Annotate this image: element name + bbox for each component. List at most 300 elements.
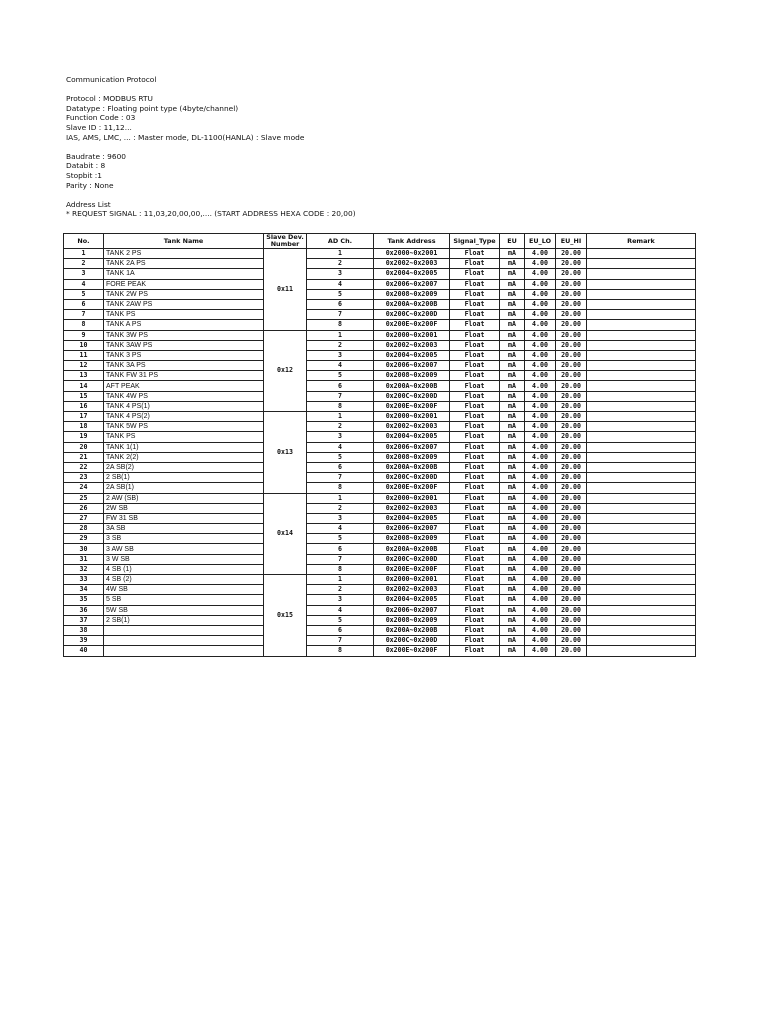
row-no: 5	[64, 289, 104, 299]
row-no: 23	[64, 473, 104, 483]
signal-type: Float	[450, 625, 500, 635]
tank-name: 3 AW SB	[104, 544, 264, 554]
row-no: 30	[64, 544, 104, 554]
eu-hi: 20.00	[556, 615, 587, 625]
table-row	[64, 493, 696, 503]
databit-line: Databit : 8	[66, 161, 106, 171]
eu-lo: 4.00	[525, 412, 556, 422]
table-row	[64, 513, 696, 523]
eu-lo: 4.00	[525, 330, 556, 340]
tank-address: 0x2002~0x2003	[374, 259, 450, 269]
eu-hi: 20.00	[556, 636, 587, 646]
tank-name: TANK PS	[104, 310, 264, 320]
eu-hi: 20.00	[556, 462, 587, 472]
signal-type: Float	[450, 249, 500, 259]
table-row	[64, 299, 696, 309]
eu-hi: 20.00	[556, 534, 587, 544]
tank-address: 0x2004~0x2005	[374, 350, 450, 360]
modes-line: IAS, AMS, LMC, ... : Master mode, DL-1100(HANLA) : Slave mode	[66, 132, 305, 142]
remark	[587, 269, 696, 279]
signal-type: Float	[450, 636, 500, 646]
eu-hi: 20.00	[556, 554, 587, 564]
row-no: 31	[64, 554, 104, 564]
eu-lo: 4.00	[525, 605, 556, 615]
eu-lo: 4.00	[525, 310, 556, 320]
eu-hi: 20.00	[556, 401, 587, 411]
remark	[587, 412, 696, 422]
signal-type: Float	[450, 422, 500, 432]
remark	[587, 534, 696, 544]
signal-type: Float	[450, 330, 500, 340]
eu-hi: 20.00	[556, 605, 587, 615]
tank-address: 0x2004~0x2005	[374, 595, 450, 605]
remark	[587, 361, 696, 371]
table-row	[64, 381, 696, 391]
tank-address: 0x200E~0x200F	[374, 646, 450, 656]
col-header-ad-ch: AD Ch.	[307, 234, 374, 249]
eu-unit: mA	[500, 473, 525, 483]
tank-name: TANK 2 PS	[104, 249, 264, 259]
ad-channel: 3	[307, 432, 374, 442]
tank-name: 2A SB(1)	[104, 483, 264, 493]
table-row	[64, 412, 696, 422]
ad-channel: 2	[307, 422, 374, 432]
table-row	[64, 320, 696, 330]
table-row	[64, 269, 696, 279]
ad-channel: 3	[307, 513, 374, 523]
tank-name: FORE PEAK	[104, 279, 264, 289]
tank-name: TANK 2A PS	[104, 259, 264, 269]
tank-address: 0x200A~0x200B	[374, 625, 450, 635]
tank-name: 5 SB	[104, 595, 264, 605]
remark	[587, 625, 696, 635]
ad-channel: 6	[307, 381, 374, 391]
eu-hi: 20.00	[556, 361, 587, 371]
remark	[587, 585, 696, 595]
eu-lo: 4.00	[525, 249, 556, 259]
row-no: 36	[64, 605, 104, 615]
signal-type: Float	[450, 299, 500, 309]
ad-channel: 8	[307, 401, 374, 411]
signal-type: Float	[450, 575, 500, 585]
remark	[587, 330, 696, 340]
eu-hi: 20.00	[556, 483, 587, 493]
tank-address: 0x2004~0x2005	[374, 432, 450, 442]
row-no: 28	[64, 524, 104, 534]
protocol-line: Protocol : MODBUS RTU	[66, 94, 153, 104]
slave-dev-number: 0x15	[264, 575, 307, 657]
table-row	[64, 483, 696, 493]
remark	[587, 575, 696, 585]
eu-hi: 20.00	[556, 524, 587, 534]
table-row	[64, 564, 696, 574]
row-no: 15	[64, 391, 104, 401]
row-no: 40	[64, 646, 104, 656]
tank-address: 0x2004~0x2005	[374, 269, 450, 279]
tank-name: 2W SB	[104, 503, 264, 513]
signal-type: Float	[450, 340, 500, 350]
row-no: 34	[64, 585, 104, 595]
signal-type: Float	[450, 432, 500, 442]
eu-lo: 4.00	[525, 462, 556, 472]
row-no: 25	[64, 493, 104, 503]
remark	[587, 636, 696, 646]
remark	[587, 605, 696, 615]
remark	[587, 381, 696, 391]
ad-channel: 1	[307, 249, 374, 259]
ad-channel: 7	[307, 636, 374, 646]
signal-type: Float	[450, 442, 500, 452]
signal-type: Float	[450, 361, 500, 371]
col-header-eu-hi: EU_HI	[556, 234, 587, 249]
signal-type: Float	[450, 381, 500, 391]
row-no: 3	[64, 269, 104, 279]
address-table	[63, 233, 696, 657]
eu-unit: mA	[500, 585, 525, 595]
tank-address: 0x200C~0x200D	[374, 473, 450, 483]
remark	[587, 554, 696, 564]
table-header-row	[64, 234, 696, 249]
tank-address: 0x2002~0x2003	[374, 340, 450, 350]
eu-hi: 20.00	[556, 575, 587, 585]
eu-unit: mA	[500, 564, 525, 574]
row-no: 29	[64, 534, 104, 544]
tank-address: 0x200E~0x200F	[374, 564, 450, 574]
eu-hi: 20.00	[556, 279, 587, 289]
signal-type: Float	[450, 452, 500, 462]
eu-unit: mA	[500, 452, 525, 462]
table-row	[64, 350, 696, 360]
row-no: 39	[64, 636, 104, 646]
eu-lo: 4.00	[525, 299, 556, 309]
eu-unit: mA	[500, 513, 525, 523]
signal-type: Float	[450, 513, 500, 523]
ad-channel: 1	[307, 330, 374, 340]
signal-type: Float	[450, 350, 500, 360]
eu-lo: 4.00	[525, 554, 556, 564]
table-row	[64, 615, 696, 625]
remark	[587, 442, 696, 452]
tank-address: 0x2000~0x2001	[374, 330, 450, 340]
tank-address: 0x2002~0x2003	[374, 503, 450, 513]
tank-name: TANK 1(1)	[104, 442, 264, 452]
signal-type: Float	[450, 320, 500, 330]
ad-channel: 4	[307, 524, 374, 534]
tank-name: FW 31 SB	[104, 513, 264, 523]
remark	[587, 279, 696, 289]
remark	[587, 564, 696, 574]
tank-address: 0x2008~0x2009	[374, 615, 450, 625]
signal-type: Float	[450, 259, 500, 269]
row-no: 9	[64, 330, 104, 340]
eu-unit: mA	[500, 442, 525, 452]
eu-hi: 20.00	[556, 269, 587, 279]
tank-name: TANK 1A	[104, 269, 264, 279]
tank-address: 0x200C~0x200D	[374, 391, 450, 401]
remark	[587, 340, 696, 350]
remark	[587, 524, 696, 534]
eu-unit: mA	[500, 524, 525, 534]
tank-name: TANK 3W PS	[104, 330, 264, 340]
signal-type: Float	[450, 544, 500, 554]
table-row	[64, 585, 696, 595]
eu-hi: 20.00	[556, 422, 587, 432]
tank-address: 0x2000~0x2001	[374, 493, 450, 503]
table-row	[64, 544, 696, 554]
remark	[587, 259, 696, 269]
slave-dev-number: 0x12	[264, 330, 307, 412]
ad-channel: 5	[307, 371, 374, 381]
eu-hi: 20.00	[556, 513, 587, 523]
row-no: 6	[64, 299, 104, 309]
remark	[587, 615, 696, 625]
table-row	[64, 625, 696, 635]
eu-lo: 4.00	[525, 289, 556, 299]
remark	[587, 249, 696, 259]
row-no: 13	[64, 371, 104, 381]
tank-name: TANK PS	[104, 432, 264, 442]
eu-hi: 20.00	[556, 249, 587, 259]
remark	[587, 432, 696, 442]
eu-unit: mA	[500, 401, 525, 411]
tank-address: 0x2002~0x2003	[374, 422, 450, 432]
eu-unit: mA	[500, 462, 525, 472]
remark	[587, 350, 696, 360]
eu-unit: mA	[500, 289, 525, 299]
ad-channel: 8	[307, 320, 374, 330]
ad-channel: 1	[307, 575, 374, 585]
table-row	[64, 289, 696, 299]
row-no: 11	[64, 350, 104, 360]
row-no: 21	[64, 452, 104, 462]
tank-address: 0x2000~0x2001	[374, 575, 450, 585]
table-row	[64, 575, 696, 585]
table-row	[64, 371, 696, 381]
signal-type: Float	[450, 269, 500, 279]
eu-unit: mA	[500, 381, 525, 391]
parity-line: Parity : None	[66, 180, 114, 190]
eu-hi: 20.00	[556, 544, 587, 554]
eu-hi: 20.00	[556, 330, 587, 340]
tank-address: 0x200C~0x200D	[374, 310, 450, 320]
tank-address: 0x2006~0x2007	[374, 605, 450, 615]
eu-unit: mA	[500, 340, 525, 350]
row-no: 37	[64, 615, 104, 625]
eu-lo: 4.00	[525, 595, 556, 605]
tank-name: 4 SB (2)	[104, 575, 264, 585]
stopbit-line: Stopbit :1	[66, 170, 102, 180]
eu-unit: mA	[500, 330, 525, 340]
slave-dev-number: 0x11	[264, 249, 307, 331]
tank-name: 2 SB(1)	[104, 473, 264, 483]
row-no: 22	[64, 462, 104, 472]
table-row	[64, 310, 696, 320]
eu-hi: 20.00	[556, 371, 587, 381]
row-no: 16	[64, 401, 104, 411]
ad-channel: 7	[307, 473, 374, 483]
row-no: 38	[64, 625, 104, 635]
eu-lo: 4.00	[525, 452, 556, 462]
eu-lo: 4.00	[525, 340, 556, 350]
eu-lo: 4.00	[525, 279, 556, 289]
eu-lo: 4.00	[525, 544, 556, 554]
datatype-line: Datatype : Floating point type (4byte/channel)	[66, 103, 239, 113]
tank-name: 4 SB (1)	[104, 564, 264, 574]
ad-channel: 5	[307, 289, 374, 299]
eu-unit: mA	[500, 422, 525, 432]
ad-channel: 3	[307, 269, 374, 279]
eu-hi: 20.00	[556, 473, 587, 483]
tank-address: 0x2006~0x2007	[374, 524, 450, 534]
signal-type: Float	[450, 615, 500, 625]
table-row	[64, 279, 696, 289]
signal-type: Float	[450, 605, 500, 615]
row-no: 18	[64, 422, 104, 432]
tank-name: 3 W SB	[104, 554, 264, 564]
table-row	[64, 462, 696, 472]
eu-lo: 4.00	[525, 361, 556, 371]
tank-address: 0x2004~0x2005	[374, 513, 450, 523]
table-row	[64, 605, 696, 615]
tank-name	[104, 646, 264, 656]
eu-hi: 20.00	[556, 432, 587, 442]
tank-name: 3A SB	[104, 524, 264, 534]
tank-name: TANK 4W PS	[104, 391, 264, 401]
tank-address: 0x200E~0x200F	[374, 401, 450, 411]
row-no: 32	[64, 564, 104, 574]
signal-type: Float	[450, 483, 500, 493]
table-row	[64, 422, 696, 432]
remark	[587, 289, 696, 299]
table-row	[64, 330, 696, 340]
ad-channel: 5	[307, 615, 374, 625]
eu-hi: 20.00	[556, 350, 587, 360]
table-row	[64, 340, 696, 350]
tank-address: 0x2000~0x2001	[374, 249, 450, 259]
eu-lo: 4.00	[525, 483, 556, 493]
table-row	[64, 259, 696, 269]
document-header	[66, 75, 686, 219]
eu-unit: mA	[500, 554, 525, 564]
eu-lo: 4.00	[525, 381, 556, 391]
ad-channel: 3	[307, 595, 374, 605]
tank-address: 0x200A~0x200B	[374, 299, 450, 309]
table-row	[64, 636, 696, 646]
row-no: 24	[64, 483, 104, 493]
eu-unit: mA	[500, 625, 525, 635]
eu-lo: 4.00	[525, 371, 556, 381]
tank-name: TANK 2W PS	[104, 289, 264, 299]
signal-type: Float	[450, 585, 500, 595]
eu-hi: 20.00	[556, 564, 587, 574]
signal-type: Float	[450, 279, 500, 289]
ad-channel: 7	[307, 391, 374, 401]
remark	[587, 595, 696, 605]
slave-dev-number: 0x13	[264, 412, 307, 494]
eu-lo: 4.00	[525, 401, 556, 411]
signal-type: Float	[450, 473, 500, 483]
signal-type: Float	[450, 564, 500, 574]
signal-type: Float	[450, 524, 500, 534]
signal-type: Float	[450, 462, 500, 472]
tank-address: 0x2006~0x2007	[374, 361, 450, 371]
ad-channel: 1	[307, 493, 374, 503]
eu-lo: 4.00	[525, 269, 556, 279]
col-header-eu-lo: EU_LO	[525, 234, 556, 249]
eu-lo: 4.00	[525, 524, 556, 534]
table-row	[64, 391, 696, 401]
eu-unit: mA	[500, 605, 525, 615]
eu-hi: 20.00	[556, 595, 587, 605]
eu-lo: 4.00	[525, 585, 556, 595]
eu-lo: 4.00	[525, 625, 556, 635]
table-row	[64, 595, 696, 605]
eu-unit: mA	[500, 534, 525, 544]
eu-hi: 20.00	[556, 412, 587, 422]
remark	[587, 391, 696, 401]
eu-hi: 20.00	[556, 493, 587, 503]
ad-channel: 7	[307, 554, 374, 564]
remark	[587, 646, 696, 656]
row-no: 35	[64, 595, 104, 605]
table-row	[64, 473, 696, 483]
tank-name: 2A SB(2)	[104, 462, 264, 472]
eu-hi: 20.00	[556, 442, 587, 452]
table-row	[64, 524, 696, 534]
tank-name: TANK 4 PS(1)	[104, 401, 264, 411]
row-no: 26	[64, 503, 104, 513]
ad-channel: 6	[307, 625, 374, 635]
remark	[587, 483, 696, 493]
remark	[587, 513, 696, 523]
remark	[587, 310, 696, 320]
eu-hi: 20.00	[556, 299, 587, 309]
eu-lo: 4.00	[525, 422, 556, 432]
eu-unit: mA	[500, 371, 525, 381]
table-row	[64, 503, 696, 513]
ad-channel: 2	[307, 340, 374, 350]
tank-address: 0x2006~0x2007	[374, 279, 450, 289]
tank-address: 0x2008~0x2009	[374, 452, 450, 462]
eu-lo: 4.00	[525, 442, 556, 452]
remark	[587, 422, 696, 432]
eu-lo: 4.00	[525, 575, 556, 585]
table-row	[64, 534, 696, 544]
signal-type: Float	[450, 493, 500, 503]
remark	[587, 462, 696, 472]
col-header-signal-type: Signal_Type	[450, 234, 500, 249]
eu-hi: 20.00	[556, 503, 587, 513]
eu-unit: mA	[500, 361, 525, 371]
tank-name: 5W SB	[104, 605, 264, 615]
eu-unit: mA	[500, 595, 525, 605]
tank-name: TANK A PS	[104, 320, 264, 330]
eu-unit: mA	[500, 615, 525, 625]
eu-lo: 4.00	[525, 513, 556, 523]
remark	[587, 493, 696, 503]
table-row	[64, 442, 696, 452]
eu-unit: mA	[500, 483, 525, 493]
tank-name: 4W SB	[104, 585, 264, 595]
eu-hi: 20.00	[556, 625, 587, 635]
row-no: 12	[64, 361, 104, 371]
table-row	[64, 432, 696, 442]
tank-name: TANK 3 PS	[104, 350, 264, 360]
tank-name: TANK 3A PS	[104, 361, 264, 371]
remark	[587, 299, 696, 309]
remark	[587, 473, 696, 483]
row-no: 10	[64, 340, 104, 350]
